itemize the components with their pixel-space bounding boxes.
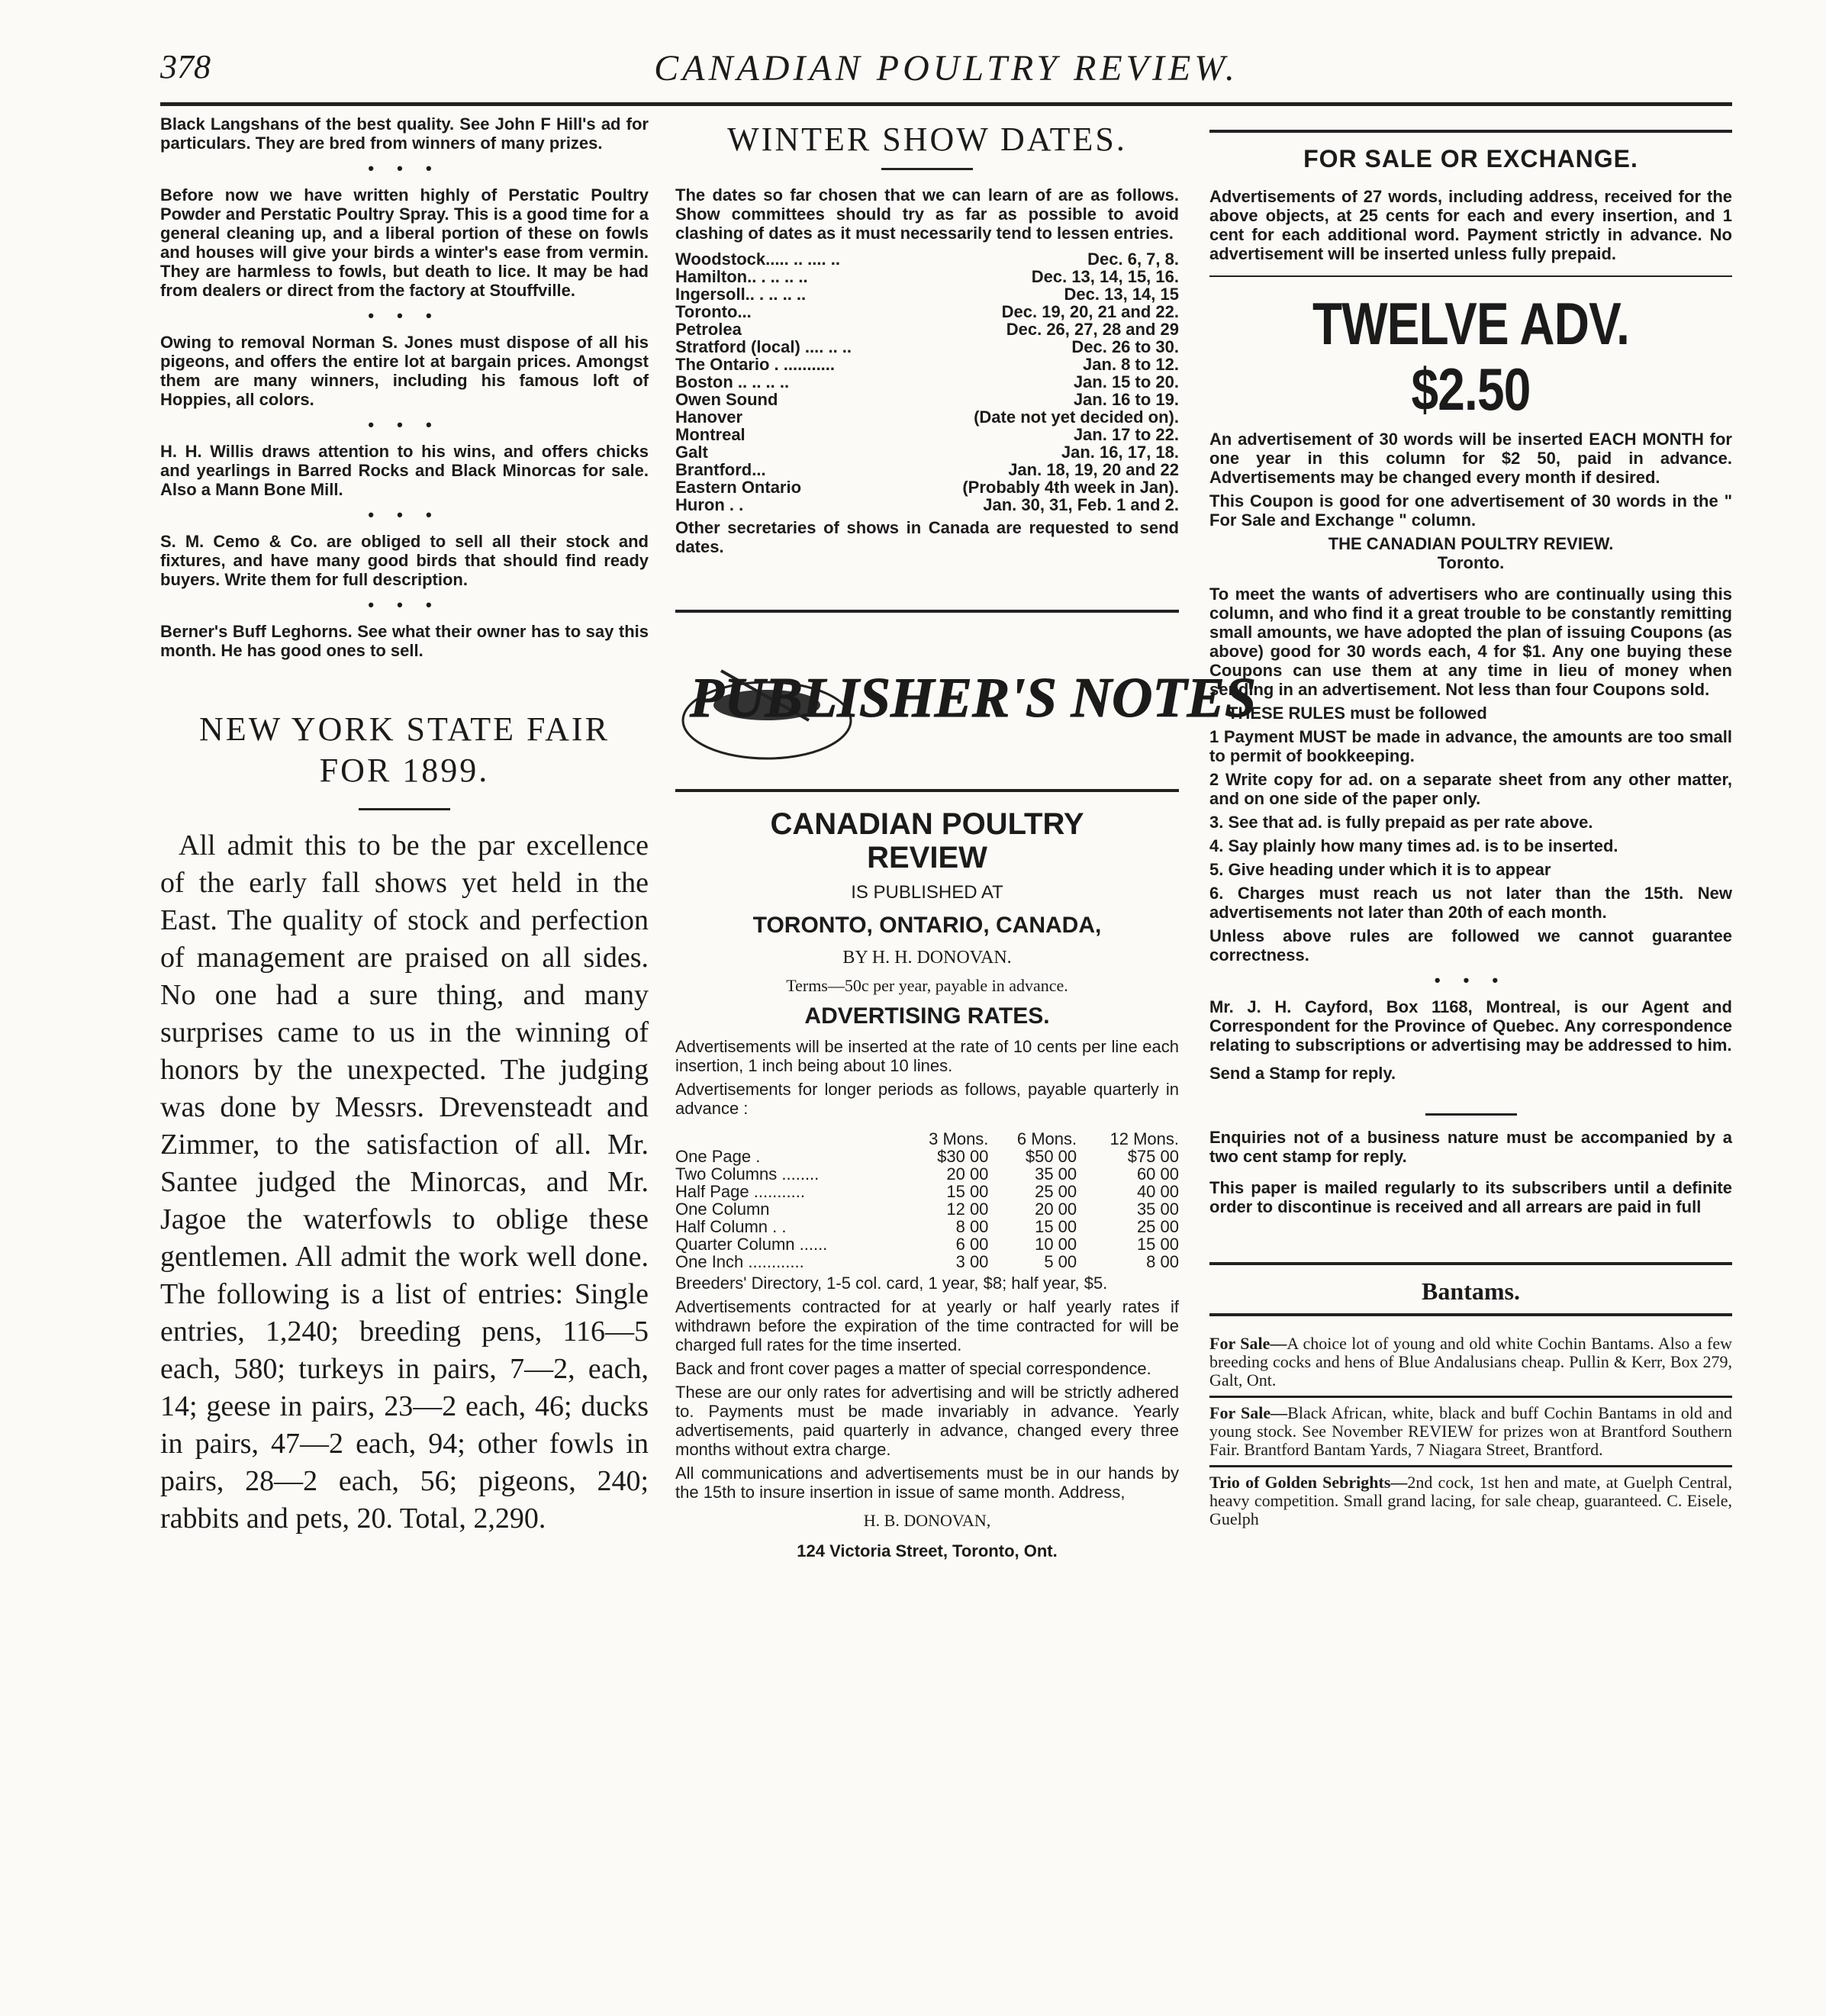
review-city: Toronto.	[1437, 553, 1505, 572]
show-dates: Dec. 26 to 30.	[1071, 337, 1179, 356]
show-date-row	[675, 320, 1179, 338]
note-jones: Owing to removal Norman S. Jones must dispose of all his pigeons, and offers the entire lot at bargain prices. Amongst them are many winners, including his famous loft of Hoppies, all colors.	[160, 333, 649, 409]
header-rule	[160, 102, 1732, 106]
publisher-city: TORONTO, ONTARIO, CANADA,	[752, 913, 1102, 938]
section-rule	[1209, 275, 1732, 277]
rates-cell: One Column	[675, 1200, 770, 1219]
rates-cell: 8 00	[1146, 1252, 1179, 1271]
rates-cell: 5 00	[1044, 1252, 1077, 1271]
rates-cell: 25 00	[1136, 1217, 1179, 1236]
rule-item: 4. Say plainly how many times ad. is to be inserted.	[1209, 836, 1618, 855]
note-willis: H. H. Willis draws attention to his wins, and offers chicks and yearlings in Barred Rocks and Black Minorcas for sale. Also a Mann Bone Mill.	[160, 442, 649, 499]
rates-cell: 15 00	[1035, 1217, 1077, 1236]
rates-cell: 25 00	[1035, 1182, 1077, 1201]
note-langshans: Black Langshans of the best quality. See John F Hill's ad for particulars. They are bred from winners of many prizes.	[160, 114, 649, 153]
show-dates: (Probably 4th week in Jan).	[962, 478, 1179, 497]
winter-outro: Other secretaries of shows in Canada are requested to send dates.	[675, 518, 1179, 556]
rule-item: 6. Charges must reach us not later than the 15th. New advertisements not later than 20th of each month.	[1209, 884, 1732, 922]
twelve-adv-headline: TWELVE ADV. $2.50	[1312, 290, 1630, 423]
show-date-row	[675, 356, 1179, 373]
rates-row	[675, 1148, 1179, 1165]
rates-text	[675, 1037, 1179, 1118]
show-date-row	[675, 496, 1179, 514]
rates-cell: 10 00	[1035, 1235, 1077, 1254]
rates-cell: Quarter Column ......	[675, 1235, 828, 1254]
bantam-ad-lead: For Sale—	[1209, 1334, 1287, 1353]
rates-cell: 20 00	[1035, 1200, 1077, 1219]
section-rule	[1209, 1262, 1732, 1265]
dots-separator: • • •	[368, 306, 441, 325]
dots-separator: • • •	[368, 505, 441, 524]
column-left	[160, 114, 649, 1538]
show-dates: Jan. 16 to 19.	[1073, 390, 1179, 409]
signature-address: 124 Victoria Street, Toronto, Ont.	[797, 1541, 1058, 1560]
breeders-directory: Breeders' Directory, 1-5 col. card, 1 year, $8; half year, $5.	[675, 1274, 1108, 1293]
rule-item: 5. Give heading under which it is to appear	[1209, 860, 1551, 879]
show-place: Boston .. .. .. ..	[675, 372, 790, 391]
rates-cell: 15 00	[1136, 1235, 1179, 1254]
rates-cell: 35 00	[1035, 1164, 1077, 1184]
notes-list	[160, 114, 649, 660]
enquiries-note: Enquiries not of a business nature must be accompanied by a two cent stamp for reply.	[1209, 1128, 1732, 1166]
show-dates: Dec. 13, 14, 15	[1064, 285, 1179, 304]
show-date-row	[675, 373, 1179, 391]
show-date-row	[675, 268, 1179, 285]
show-place: Montreal	[675, 425, 746, 444]
show-place: Ingersoll.. . .. .. ..	[675, 285, 807, 304]
published-at: IS PUBLISHED AT	[851, 882, 1003, 903]
rates-cell: 35 00	[1136, 1200, 1179, 1219]
show-place: Toronto...	[675, 302, 752, 321]
rates-cell: One Page .	[675, 1147, 761, 1166]
rates-cell: 3 00	[955, 1252, 989, 1271]
rule-item: 2 Write copy for ad. on a separate sheet from any other matter, and on one side of the paper only.	[1209, 770, 1732, 808]
show-place: Huron . .	[675, 495, 744, 514]
show-dates: (Date not yet decided on).	[974, 407, 1179, 427]
column-right	[1209, 114, 1732, 1535]
banner-text: PUBLISHER'S NOTES	[689, 667, 1257, 729]
winter-intro: The dates so far chosen that we can learn of are as follows. Show committees should try as far as possible to avoid clashing of dates as it must necessarily tend to lessen entries.	[675, 185, 1179, 243]
coupon-text	[1209, 430, 1732, 1083]
rates-cell: 8 00	[955, 1217, 989, 1236]
rates-column-header: 3 Mons.	[929, 1129, 989, 1148]
rates-cell: $50 00	[1025, 1147, 1077, 1166]
show-place: Woodstock..... .. .... ..	[675, 250, 840, 269]
section-rule	[675, 789, 1179, 792]
show-date-row	[675, 443, 1179, 461]
section-rule	[675, 610, 1179, 613]
bantam-ad-text: A choice lot of young and old white Cochin Bantams. Also a few breeding cocks and hens of Blue Andalusians cheap. Pullin & Kerr, Box 279, Galt, Ont.	[1209, 1334, 1733, 1390]
bantam-ad-text: Black African, white, black and buff Cochin Bantams in old and young stock. See November REVIEW for prizes won at Brantford Southern Fair. Brantford Bantam Yards, 7 Niagara Street, Brantford.	[1209, 1403, 1732, 1459]
show-dates: Dec. 26, 27, 28 and 29	[1006, 320, 1179, 339]
show-place: Hanover	[675, 407, 743, 427]
rates-cell: Two Columns ........	[675, 1164, 820, 1184]
rates-column-header	[675, 1130, 900, 1148]
bantams-ads	[1209, 1328, 1732, 1535]
dots-separator: • • •	[368, 595, 441, 614]
page-number: 378	[160, 48, 211, 85]
rates-cell: 15 00	[946, 1182, 989, 1201]
section-rule	[1209, 130, 1732, 133]
show-dates: Jan. 17 to 22.	[1073, 425, 1179, 444]
coupon-paragraph: To meet the wants of advertisers who are continually using this column, and who find it a great trouble to be constantly remitting small amounts, we have adopted the plan of issuing Coupons (as above) good for 30 words each, 4 for $1. Any one buying these Coupons can use them at any time in lieu of money when sending in an advertisement. Not less than four Coupons sold.	[1209, 585, 1732, 699]
section-rule	[1425, 1113, 1517, 1116]
cayford-agent: Mr. J. H. Cayford, Box 1168, Montreal, is our Agent and Correspondent for the Province of Quebec. Any correspondence relating to subscriptions or advertising may be addressed to him.	[1209, 997, 1732, 1055]
stamp-note: Send a Stamp for reply.	[1209, 1064, 1396, 1083]
show-date-row	[675, 338, 1179, 356]
mailing-note: This paper is mailed regularly to its subscribers until a definite order to discontinue is received and all arrears are paid in full	[1209, 1178, 1732, 1216]
enquiries-text	[1209, 1128, 1732, 1216]
show-dates: Jan. 18, 19, 20 and 22	[1008, 460, 1179, 479]
rates-cell: Half Column . .	[675, 1217, 787, 1236]
coupon-paragraph: This Coupon is good for one advertisement of 30 words in the " For Sale and Exchange " column.	[1209, 491, 1732, 530]
rates-row	[675, 1218, 1179, 1235]
show-dates-table	[675, 250, 1179, 514]
cpr-title-line1: CANADIAN POULTRY	[770, 807, 1084, 841]
signature-name: H. B. DONOVAN,	[863, 1511, 991, 1530]
bantams-heading: Bantams.	[1422, 1277, 1520, 1305]
publisher-by: BY H. H. DONOVAN.	[842, 948, 1012, 968]
rates-cell: 12 00	[946, 1200, 989, 1219]
fair-title-line2: FOR 1899.	[319, 752, 490, 789]
for-sale-heading: FOR SALE OR EXCHANGE.	[1303, 145, 1638, 172]
rates-paragraph: Advertisements contracted for at yearly or half yearly rates if withdrawn before the expiration of the time contracted for will be charged full rates for the time inserted.	[675, 1297, 1179, 1354]
show-place: Hamilton.. . .. .. ..	[675, 267, 808, 286]
rule-item: 3. See that ad. is fully prepaid as per rate above.	[1209, 813, 1593, 832]
section-rule	[1209, 1313, 1732, 1316]
fair-heading	[160, 709, 649, 791]
show-place: Eastern Ontario	[675, 478, 802, 497]
show-date-row	[675, 391, 1179, 408]
dots-separator: • • •	[368, 159, 441, 178]
bantam-ad-lead: For Sale—	[1209, 1403, 1288, 1422]
rates-heading: ADVERTISING RATES.	[804, 1003, 1050, 1029]
rates-paragraph: Advertisements will be inserted at the rate of 10 cents per line each insertion, 1 inch being about 10 lines.	[675, 1037, 1179, 1075]
rates-row	[675, 1165, 1179, 1183]
review-name: THE CANADIAN POULTRY REVIEW.	[1328, 534, 1614, 553]
show-dates: Dec. 13, 14, 15, 16.	[1031, 267, 1179, 286]
show-dates: Jan. 15 to 20.	[1073, 372, 1179, 391]
show-place: Brantford...	[675, 460, 766, 479]
dots-separator: • • •	[368, 415, 441, 434]
show-place: Petrolea	[675, 320, 742, 339]
show-dates: Dec. 19, 20, 21 and 22.	[1001, 302, 1179, 321]
rates-paragraph: Advertisements for longer periods as follows, payable quarterly in advance :	[675, 1080, 1179, 1118]
bantam-ad	[1209, 1467, 1732, 1535]
for-sale-intro: Advertisements of 27 words, including address, received for the above objects, at 25 cents for each and every insertion, and 1 cent for each additional word. Payment strictly in advance. No advertisement will be inserted unless fully prepaid.	[1209, 187, 1732, 263]
note-cemo: S. M. Cemo & Co. are obliged to sell all their stock and fixtures, and have many good birds that should find ready buyers. Write them for full description.	[160, 532, 649, 589]
rates-text-more	[675, 1274, 1179, 1502]
rates-row	[675, 1235, 1179, 1253]
winter-heading: WINTER SHOW DATES.	[727, 121, 1127, 158]
rules-list	[1209, 727, 1732, 922]
bantam-ad-text: 2nd cock, 1st hen and mate, at Guelph Central, heavy competition. Small grand lacing, for sale cheap, guaranteed. C. Eisele, Guelph	[1209, 1473, 1732, 1528]
rates-paragraph: All communications and advertisements must be in our hands by the 15th to insure insertion in issue of same month. Address,	[675, 1464, 1179, 1502]
bantam-ad	[1209, 1398, 1732, 1467]
rates-row	[675, 1253, 1179, 1270]
note-berner: Berner's Buff Leghorns. See what their owner has to say this month. He has good ones to sell.	[160, 622, 649, 660]
cpr-title	[675, 807, 1179, 874]
rates-cell: 6 00	[955, 1235, 989, 1254]
rule-item: 1 Payment MUST be made in advance, the amounts are too small to permit of bookkeeping.	[1209, 727, 1732, 765]
section-rule	[881, 168, 973, 170]
show-date-row	[675, 461, 1179, 478]
coupon-paragraph: An advertisement of 30 words will be inserted EACH MONTH for one year in this column for $2 50, paid in advance. Advertisements may be changed every month if desired.	[1209, 430, 1732, 487]
rates-cell: 40 00	[1136, 1182, 1179, 1201]
cpr-title-line2: REVIEW	[867, 841, 987, 874]
show-date-row	[675, 408, 1179, 426]
show-dates: Jan. 16, 17, 18.	[1061, 443, 1179, 462]
note-perstatic: Before now we have written highly of Perstatic Poultry Powder and Perstatic Poultry Spray. This is a good time for a general cleaning up, and a liberal portion of these on fowls and houses will give your birds a winter's ease from vermin. They are harmless to fowls, but death to lice. It may be had from dealers or direct from the factory at Stouffville.	[160, 185, 649, 300]
rates-column-header: 12 Mons.	[1109, 1129, 1179, 1148]
show-date-row	[675, 478, 1179, 496]
rates-column-header: 6 Mons.	[1016, 1129, 1077, 1148]
show-dates: Dec. 6, 7, 8.	[1087, 250, 1179, 269]
rules-tail: Unless above rules are followed we cannot guarantee correctness.	[1209, 926, 1732, 965]
show-place: Owen Sound	[675, 390, 778, 409]
masthead-title: CANADIAN POULTRY REVIEW.	[654, 48, 1238, 89]
bantam-ad	[1209, 1328, 1732, 1398]
dots-separator: • • •	[1434, 971, 1508, 990]
fair-title-line1: NEW YORK STATE FAIR	[199, 710, 610, 748]
show-place: Galt	[675, 443, 708, 462]
show-place: The Ontario . ...........	[675, 355, 836, 374]
show-dates: Jan. 8 to 12.	[1083, 355, 1179, 374]
subscription-terms: Terms—50c per year, payable in advance.	[786, 976, 1068, 995]
rates-cell: Half Page ...........	[675, 1182, 805, 1201]
show-date-row	[675, 250, 1179, 268]
fair-article: All admit this to be the par excellence of the early fall shows yet held in the East. The quality of stock and perfection of management are praised on all sides. No one had a sure thing, and many surprises came to us in the winning of honors by the unexpected. The judging was done by Messrs. Drevensteadt and Zimmer, to the satisfaction of all. Mr. Santee judged the Minorcas, and Mr. Jagoe the waterfowls to oblige these gentlemen. All admit the work well done. The following is a list of entries: Single entries, 1,240; breeding pens, 116—5 each, 580; turkeys in pairs, 7—2, each, 14; geese in pairs, 23—2 each, 46; ducks in pairs, 47—2 each, 94; other fowls in pairs, 28—2 each, 56; pigeons, 240; rabbits and pets, 20. Total, 2,290.	[160, 829, 649, 1535]
show-date-row	[675, 303, 1179, 320]
rates-cell: $75 00	[1127, 1147, 1179, 1166]
show-date-row	[675, 426, 1179, 443]
rates-row	[675, 1183, 1179, 1200]
publishers-notes-banner	[675, 648, 1257, 778]
show-date-row	[675, 285, 1179, 303]
rates-cell: 60 00	[1136, 1164, 1179, 1184]
show-dates: Jan. 30, 31, Feb. 1 and 2.	[983, 495, 1179, 514]
rates-table	[675, 1130, 1179, 1270]
rates-cell: One Inch ............	[675, 1252, 804, 1271]
rates-row	[675, 1200, 1179, 1218]
rates-cell: $30 00	[937, 1147, 989, 1166]
rates-paragraph: Back and front cover pages a matter of special correspondence.	[675, 1359, 1151, 1378]
rules-heading: THESE RULES must be followed	[1228, 704, 1487, 723]
show-place: Stratford (local) .... .. ..	[675, 337, 852, 356]
page-header	[160, 47, 1732, 101]
section-rule	[359, 808, 450, 810]
bantam-ad-lead: Trio of Golden Sebrights—	[1209, 1473, 1408, 1492]
rates-paragraph: These are our only rates for advertising and will be strictly adhered to. Payments must be made invariably in advance. Yearly advertisements, paid quarterly in advance, changed every three months without extra charge.	[675, 1383, 1179, 1459]
rates-cell: 20 00	[946, 1164, 989, 1184]
